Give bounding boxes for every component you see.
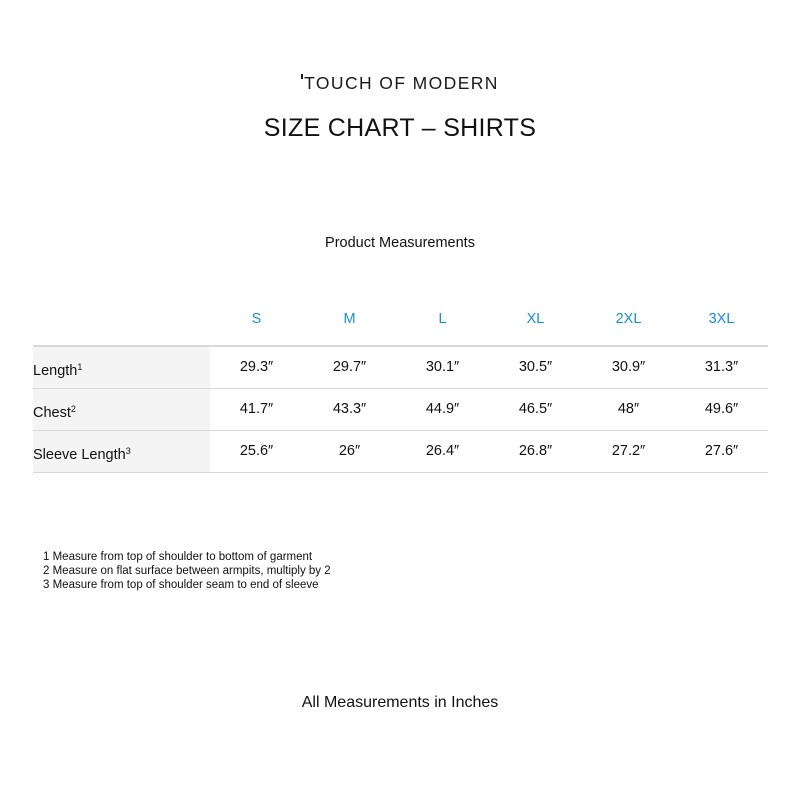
table-cell: 41.7″: [239, 401, 274, 417]
footnote-2: 2 Measure on flat surface between armpits, multiply by 2: [43, 565, 331, 577]
table-cell: 26.8″: [518, 443, 553, 459]
size-header-2xl: 2XL: [615, 311, 642, 327]
units-note: All Measurements in Inches: [301, 694, 499, 711]
table-cell: 31.3″: [704, 359, 739, 375]
table-cell: 48″: [617, 401, 640, 417]
footnote-3: 3 Measure from top of shoulder seam to end of sleeve: [43, 579, 319, 591]
table-row-length: [33, 347, 768, 389]
brand-logo: [0, 73, 800, 94]
table-cell: 30.9″: [611, 359, 646, 375]
section-subtitle: Product Measurements: [325, 235, 475, 251]
logo-mark: [301, 74, 303, 79]
size-header-m: M: [343, 311, 356, 327]
table-cell: 25.6″: [239, 443, 274, 459]
table-cell: 30.5″: [518, 359, 553, 375]
table-row-chest: [33, 389, 768, 431]
table-cell: 29.3″: [239, 359, 274, 375]
size-header-l: L: [438, 311, 447, 327]
row-label: Sleeve Length$^3$: [33, 431, 210, 472]
table-cell: 26″: [338, 443, 361, 459]
size-header-row: [210, 311, 768, 331]
table-cell: 27.6″: [704, 443, 739, 459]
footnote-1: 1 Measure from top of shoulder to bottom of garment: [43, 551, 313, 563]
page-title: SIZE CHART – SHIRTS: [263, 114, 537, 142]
size-header-xl: XL: [526, 311, 545, 327]
row-label: Length$^1$: [33, 347, 210, 388]
table-cell: 29.7″: [332, 359, 367, 375]
footnotes: [43, 550, 331, 592]
table-cell: 46.5″: [518, 401, 553, 417]
size-header-s: S: [251, 311, 262, 327]
table-cell: 27.2″: [611, 443, 646, 459]
table-cell: 49.6″: [704, 401, 739, 417]
table-cell: 43.3″: [332, 401, 367, 417]
table-row-sleeve-length: [33, 431, 768, 473]
size-chart-table: [33, 345, 768, 473]
brand-name: TOUCH OF MODERN: [304, 73, 499, 93]
size-header-3xl: 3XL: [708, 311, 735, 327]
table-cell: 44.9″: [425, 401, 460, 417]
table-cell: 30.1″: [425, 359, 460, 375]
table-cell: 26.4″: [425, 443, 460, 459]
row-label: Chest$^2$: [33, 389, 210, 430]
